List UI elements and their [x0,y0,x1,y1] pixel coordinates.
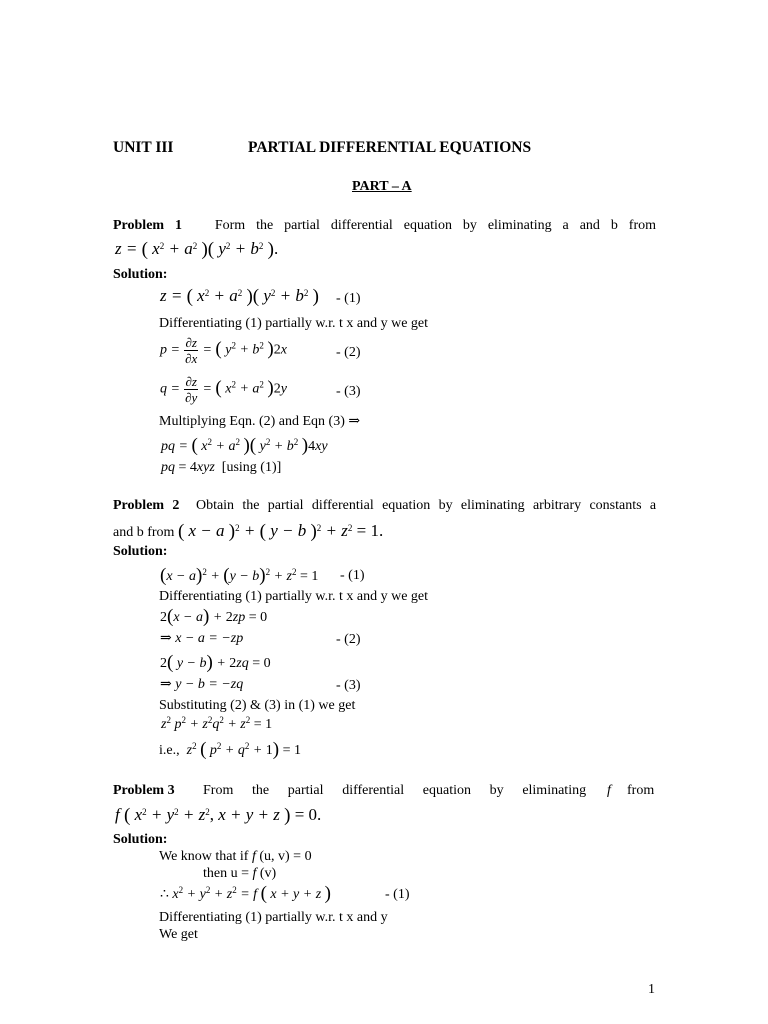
problem1-product: pq = ( $x^2 + a^2$ )( $y^2 + b^2$ )4xy [161,435,328,456]
problem2-subst-result: $z^2$ $p^2 + z^2q^2 + z^2 = 1$ [161,715,273,732]
problem3-know-text: We know that if f (u, v) = 0 [159,849,312,864]
problem1-mult-text: Multiplying Eqn. (2) and Eqn (3) ⇒ [159,414,361,429]
problem2-subst-text: Substituting (2) & (3) in (1) we get [159,698,356,713]
problem3-solution-label: Solution: [113,832,168,847]
problem1-solution-label: Solution: [113,267,168,282]
problem1-eq1: z = ( $x^2 + a^2$ )( $y^2 + b^2$ ) [160,286,319,307]
problem3-from-word: from [627,783,655,798]
page-title: PARTIAL DIFFERENTIAL EQUATIONS [248,139,532,156]
problem1-label: Problem 1 [113,218,183,233]
problem1-given-equation: z = ( $x^2 + a^2$ )( $y^2 + b^2$ ). [115,239,279,260]
problem3-f-symbol: f [607,783,611,798]
problem3-eq1: ∴ $x^2 + y^2 + z^2 = f$ ( x + y + z ) [160,883,331,904]
problem2-eq1-number: - (1) [340,568,365,583]
problem3-eq1-number: - (1) [385,887,410,902]
problem2-eq2: ⇒ x − a = −zp [160,631,244,646]
problem1-diff-text: Differentiating (1) partially w.r. t x and y we get [159,316,429,331]
problem2-eq3-number: - (3) [336,678,361,693]
problem1-eq3: q = $\frac{\partial z}{\partial y}$ = ( $x^2 + a^2$ )2y [160,374,287,405]
problem2-diff-text: Differentiating (1) partially w.r. t x and y we get [159,589,429,604]
problem1-eq1-number: - (1) [336,291,361,306]
problem2-eq1: $(x - a)^2 + (y - b)^2 + z^2 = 1$ [160,565,319,586]
problem2-eq2-number: - (2) [336,632,361,647]
problem2-final: i.e., $z^2$ ( $p^2 + q^2 + 1) = 1$ [159,739,302,760]
problem1-result: pq = 4xyz [using (1)] [161,460,282,475]
problem2-step1: 2(x − a) + 2zp = 0 [160,606,268,627]
problem3-statement-words: From the partial differential equation by eliminating [203,783,587,798]
problem2-label: Problem 2 [113,498,180,513]
unit-label: UNIT III [113,139,174,156]
problem3-given-equation: f ( $x^2 + y^2 + z^2$, x + y + z ) = 0. [115,805,322,826]
problem1-eq2: p = $\frac{\partial z}{\partial x}$ = ( $y^2 + b^2$ )2x [160,335,287,366]
problem2-step2: 2( y − b) + 2zq = 0 [160,652,271,673]
problem2-statement-line1: Problem 2 Obtain the partial differential equation by eliminating arbitrary constants a [113,498,657,513]
problem3-label: Problem 3 [113,783,175,798]
problem3-statement-line1 [113,784,175,798]
problem3-diff-text: Differentiating (1) partially w.r. t x and y [159,910,388,925]
problem3-then-text: then u = f (v) [203,866,277,881]
problem2-solution-label: Solution: [113,544,168,559]
problem3-weget-text: We get [159,927,198,942]
problem1-eq3-number: - (3) [336,384,361,399]
page-number: 1 [648,982,655,997]
problem2-eq3: ⇒ y − b = −zq [160,677,244,692]
problem2-statement-line2: and b from ( x − a )$^2$ + ( y − b )$^2 + z^2 = 1$. [113,521,384,542]
part-heading: PART – A [352,179,412,194]
problem1-eq2-number: - (2) [336,345,361,360]
problem1-statement-line1: Problem 1 Form the partial differential equation by eliminating a and b from [113,218,656,233]
